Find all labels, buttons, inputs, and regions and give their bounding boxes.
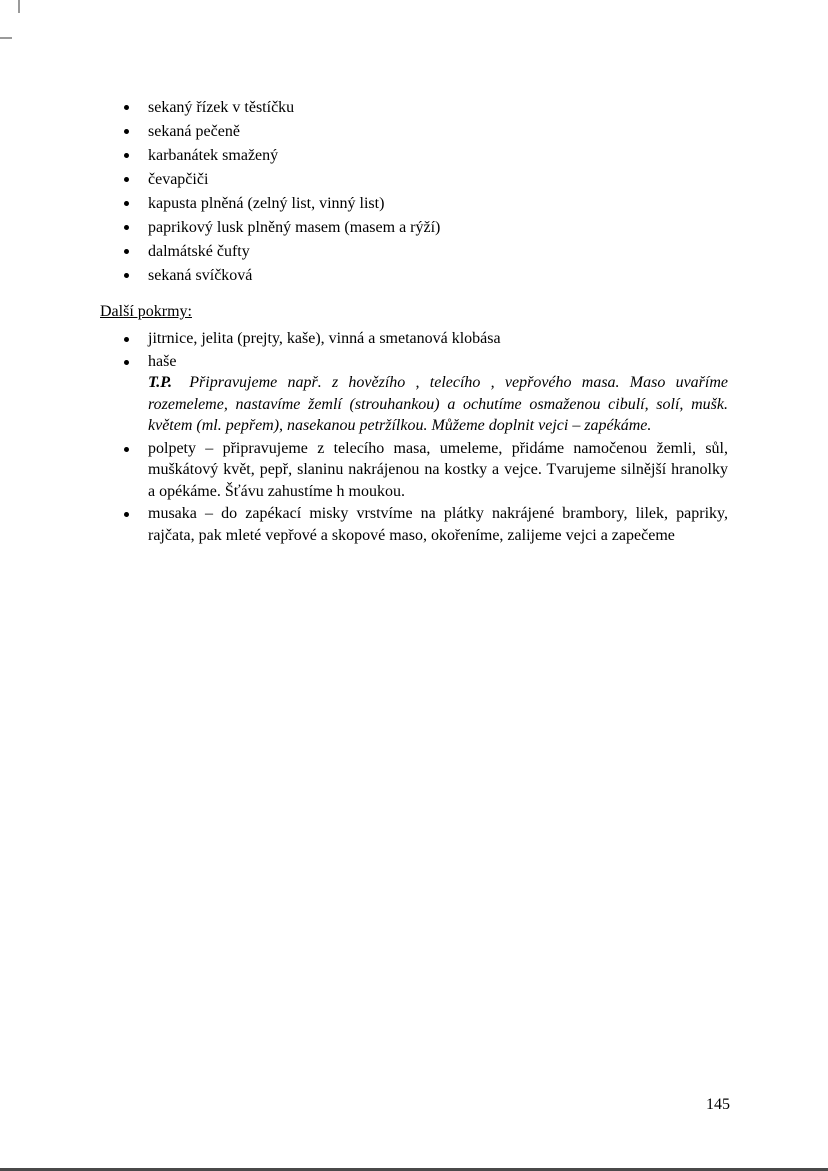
list-item [148, 144, 728, 168]
list-item-text: sekaná svíčková [148, 267, 253, 284]
list-item [148, 264, 728, 288]
bullet-icon [124, 337, 129, 342]
page-number: 145 [706, 1096, 730, 1113]
bullet-icon [124, 273, 129, 278]
list-item-text: musaka – do zapékací misky vrstvíme na plátky nakrájené brambory, lilek, papriky, rajčata, pak mleté vepřové a skopové maso, okořeníme, zalijeme vejci a zapečeme [148, 505, 728, 544]
list-item-text: polpety – připravujeme z telecího masa, umeleme, přidáme namočenou žemli, sůl, muškátový květ, pepř, slaninu nakrájenou na kostky a vejce. Tvarujeme silnější hranolky a opékáme. Šťávu zahustíme h moukou. [148, 439, 728, 500]
scan-artifact [18, 0, 20, 13]
list-item-text: kapusta plněná (zelný list, vinný list) [148, 195, 385, 212]
list-item [148, 351, 728, 437]
bullet-icon [124, 249, 129, 254]
scan-artifact [0, 37, 12, 39]
bullet-icon [124, 225, 129, 230]
list-item-text: karbanátek smažený [148, 147, 279, 164]
list-item-text: jitrnice, jelita (prejty, kaše), vinná a smetanová klobása [148, 330, 501, 347]
note-paragraph [148, 372, 728, 437]
page-content [100, 96, 728, 547]
list-item-text: dalmátské čufty [148, 243, 250, 260]
dish-list [100, 96, 728, 288]
bullet-icon [124, 360, 129, 365]
list-item [148, 192, 728, 216]
list-item [148, 240, 728, 264]
list-item [148, 438, 728, 503]
list-item [148, 120, 728, 144]
bullet-icon [124, 153, 129, 158]
list-item-text: čevapčiči [148, 171, 209, 188]
bullet-icon [124, 201, 129, 206]
bullet-icon [124, 177, 129, 182]
list-item-text: sekaný řízek v těstíčku [148, 99, 295, 116]
bullet-icon [124, 105, 129, 110]
section-heading: Další pokrmy: [100, 303, 192, 320]
note-tp-label: T.P. [148, 374, 173, 391]
list-item-text: sekaná pečeně [148, 123, 240, 140]
list-item [148, 216, 728, 240]
list-item [148, 168, 728, 192]
list-item-text: paprikový lusk plněný masem (masem a rýží) [148, 219, 441, 236]
note-text: Připravujeme např. z hovězího , telecího , vepřového masa. Maso uvaříme rozemeleme, nastavíme žemlí (strouhankou) a ochutíme osmaženou cibulí, solí, mušk. květem (ml. pepřem), nasekanou petržílkou. Můžeme doplnit vejci – zapékáme. [148, 374, 729, 434]
list-item [148, 328, 728, 350]
other-dishes-list [100, 328, 728, 546]
bullet-icon [124, 447, 129, 452]
bullet-icon [124, 129, 129, 134]
list-item [148, 503, 728, 546]
list-item [148, 96, 728, 120]
list-item-text: haše [148, 352, 177, 370]
bullet-icon [124, 512, 129, 517]
